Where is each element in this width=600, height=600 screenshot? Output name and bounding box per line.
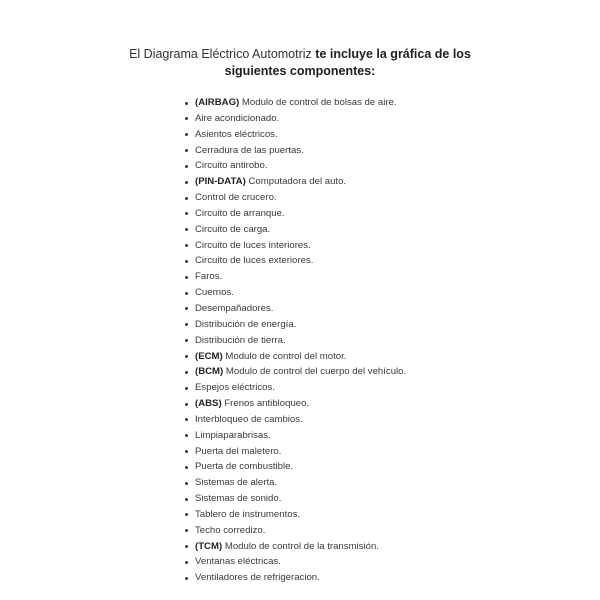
component-description: Espejos eléctricos. bbox=[195, 382, 275, 394]
list-item bbox=[182, 222, 406, 238]
bullet-icon bbox=[185, 292, 188, 295]
component-description: Circuito de luces interiores. bbox=[195, 239, 311, 251]
component-description: Faros. bbox=[195, 271, 223, 283]
bullet-icon bbox=[185, 133, 188, 136]
list-item bbox=[182, 206, 406, 222]
bullet-icon bbox=[185, 117, 188, 120]
component-description: Techo corredizo. bbox=[195, 524, 266, 536]
list-item bbox=[182, 143, 406, 159]
list-item bbox=[182, 444, 406, 460]
bullet-icon bbox=[185, 513, 188, 516]
list-item bbox=[182, 570, 406, 586]
component-description: Circuito de luces exteriores. bbox=[195, 255, 314, 267]
list-item bbox=[182, 158, 406, 174]
heading-bold-text: te incluye la gráfica de los siguientes componentes: bbox=[224, 47, 471, 78]
bullet-icon bbox=[185, 260, 188, 263]
list-item bbox=[182, 317, 406, 333]
bullet-icon bbox=[185, 212, 188, 215]
component-code: (TCM) bbox=[195, 540, 223, 552]
bullet-icon bbox=[185, 545, 188, 548]
bullet-icon bbox=[185, 403, 188, 406]
list-item bbox=[182, 333, 406, 349]
list-item bbox=[182, 412, 406, 428]
list-item bbox=[182, 95, 406, 111]
component-description: Frenos antibloqueo. bbox=[221, 398, 310, 410]
bullet-icon bbox=[185, 371, 188, 374]
bullet-icon bbox=[185, 244, 188, 247]
bullet-icon bbox=[185, 165, 188, 168]
bullet-icon bbox=[185, 577, 188, 580]
bullet-icon bbox=[185, 418, 188, 421]
list-item bbox=[182, 554, 406, 570]
list-item bbox=[182, 190, 406, 206]
bullet-icon bbox=[185, 450, 188, 453]
component-code: (BCM) bbox=[195, 366, 224, 378]
component-description: Modulo de control de la transmisión. bbox=[222, 540, 379, 552]
component-description: Modulo de control de bolsas de aire. bbox=[239, 97, 397, 108]
component-description: Puerta de combustible. bbox=[195, 461, 294, 473]
bullet-icon bbox=[185, 561, 188, 564]
component-description: Puerta del maletero. bbox=[195, 445, 282, 457]
component-description: Ventiladores de refrigeracion. bbox=[195, 572, 320, 584]
bullet-icon bbox=[185, 181, 188, 184]
list-item bbox=[182, 269, 406, 285]
component-description: Sistemas de alerta. bbox=[195, 477, 278, 489]
bullet-icon bbox=[185, 307, 188, 310]
list-item bbox=[182, 111, 406, 127]
list-item bbox=[182, 127, 406, 143]
list-item bbox=[182, 396, 406, 412]
component-description: Aire acondicionado. bbox=[195, 112, 280, 124]
component-description: Computadora del auto. bbox=[245, 176, 347, 188]
list-item bbox=[182, 523, 406, 539]
bullet-icon bbox=[185, 339, 188, 342]
bullet-icon bbox=[185, 102, 188, 105]
list-item bbox=[182, 301, 406, 317]
component-description: Sistemas de sonido. bbox=[195, 493, 282, 505]
list-item bbox=[182, 253, 406, 269]
list-item bbox=[182, 238, 406, 254]
component-description: Cerradura de las puertas. bbox=[195, 144, 304, 156]
component-description: Limpiaparabrisas. bbox=[195, 429, 271, 441]
bullet-icon bbox=[185, 323, 188, 326]
component-description: Desempañadores. bbox=[195, 302, 274, 314]
component-description: Circuito de arranque. bbox=[195, 207, 285, 219]
bullet-icon bbox=[185, 197, 188, 200]
component-description: Modulo de control del cuerpo del vehículo. bbox=[223, 366, 407, 378]
bullet-icon bbox=[185, 434, 188, 437]
component-code: (AIRBAG) bbox=[195, 97, 240, 108]
component-code: (ABS) bbox=[195, 398, 222, 410]
bullet-icon bbox=[185, 498, 188, 501]
list-item bbox=[182, 475, 406, 491]
bullet-icon bbox=[185, 529, 188, 532]
list-item bbox=[182, 539, 406, 555]
component-description: Cuernos. bbox=[195, 287, 234, 299]
list-item bbox=[182, 364, 406, 380]
bullet-icon bbox=[185, 228, 188, 231]
bullet-icon bbox=[185, 482, 188, 485]
intro-heading bbox=[110, 46, 490, 80]
list-item bbox=[182, 349, 406, 365]
bullet-icon bbox=[185, 149, 188, 152]
component-description: Asientos eléctricos. bbox=[195, 128, 278, 140]
component-description: Distribución de tierra. bbox=[195, 334, 286, 346]
component-description: Ventanas eléctricas. bbox=[195, 556, 281, 568]
component-description: Interbloqueo de cambios. bbox=[195, 413, 303, 425]
component-code: (ECM) bbox=[195, 350, 223, 362]
bullet-icon bbox=[185, 466, 188, 469]
bullet-icon bbox=[185, 355, 188, 358]
heading-normal-text: El Diagrama Eléctrico Automotriz bbox=[129, 47, 316, 61]
component-description: Control de crucero. bbox=[195, 192, 277, 204]
component-description: Modulo de control del motor. bbox=[222, 350, 347, 362]
component-description: Circuito de carga. bbox=[195, 223, 271, 235]
list-item bbox=[182, 491, 406, 507]
component-description: Circuito antirobo. bbox=[195, 160, 268, 172]
list-item bbox=[182, 507, 406, 523]
list-item bbox=[182, 428, 406, 444]
list-item bbox=[182, 459, 406, 475]
component-description: Distribución de energía. bbox=[195, 318, 297, 330]
list-item bbox=[182, 380, 406, 396]
list-item bbox=[182, 174, 406, 190]
list-item bbox=[182, 285, 406, 301]
bullet-icon bbox=[185, 387, 188, 390]
component-description: Tablero de instrumentos. bbox=[195, 508, 301, 520]
component-code: (PIN-DATA) bbox=[195, 176, 246, 188]
component-list bbox=[182, 95, 406, 586]
bullet-icon bbox=[185, 276, 188, 279]
